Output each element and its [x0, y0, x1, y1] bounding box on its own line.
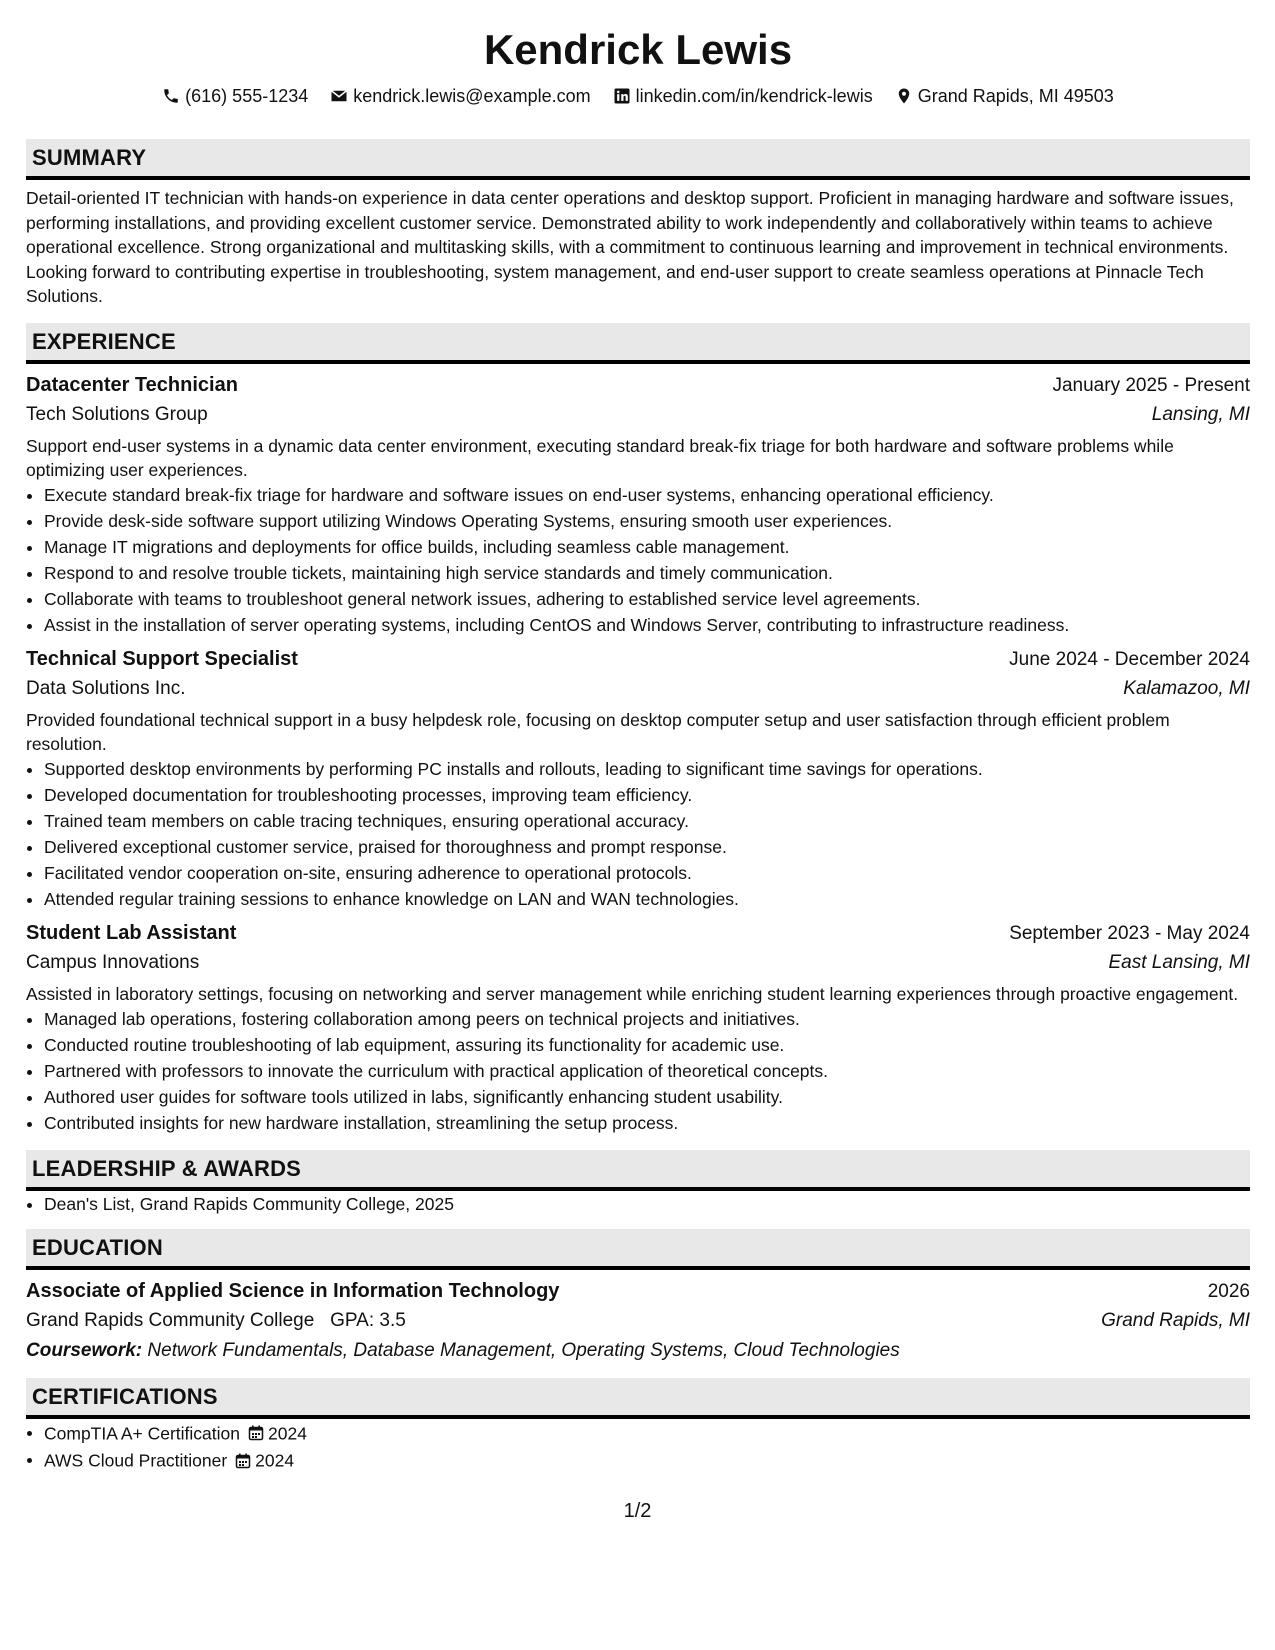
bullet-item: • Managed lab operations, fostering collaboration among peers on technical projects and initiatives.: [44, 1006, 1250, 1032]
map-pin-icon: [895, 87, 913, 105]
company-name: Tech Solutions Group: [26, 403, 208, 425]
job-title: Student Lab Assistant: [26, 921, 237, 944]
job-location: East Lansing, MI: [1108, 951, 1250, 973]
section-header-education: EDUCATION: [26, 1229, 1250, 1270]
job-title: Datacenter Technician: [26, 373, 238, 396]
job-location: Kalamazoo, MI: [1123, 677, 1250, 699]
certification-list: [26, 1419, 1250, 1474]
certification-name: CompTIA A+ Certification: [44, 1423, 240, 1444]
contact-linkedin: [613, 86, 873, 107]
bullet-item: • Supported desktop environments by performing PC installs and rollouts, leading to significant time savings for operations.: [44, 756, 1250, 782]
job-description: Provided foundational technical support in a busy helpdesk role, focusing on desktop computer setup and user satisfaction through efficient problem resolution.: [26, 709, 1170, 754]
email-text: kendrick.lewis@example.com: [353, 85, 591, 106]
job-description: Support end-user systems in a dynamic data center environment, executing standard break-fix triage for both hardware and software problems while optimizing user experiences.: [26, 435, 1174, 480]
phone-icon: [162, 87, 180, 105]
coursework-label: Coursework:: [26, 1339, 143, 1361]
section-header-experience: EXPERIENCE: [26, 323, 1250, 364]
job-bullets: [26, 756, 1250, 912]
bullet-item: • Assist in the installation of server operating systems, including CentOS and Windows Server, contributing to infrastructure readiness.: [44, 612, 1250, 638]
section-header-certifications: CERTIFICATIONS: [26, 1378, 1250, 1419]
gpa: GPA: 3.5: [330, 1309, 406, 1331]
bullet-item: • Delivered exceptional customer service, praised for thoroughness and prompt response.: [44, 834, 1250, 860]
contact-bar: [26, 82, 1250, 110]
bullet-item: • Attended regular training sessions to enhance knowledge on LAN and WAN technologies.: [44, 886, 1250, 912]
school-location: Grand Rapids, MI: [1101, 1309, 1250, 1331]
company-name: Campus Innovations: [26, 951, 200, 973]
certification-item: [44, 1419, 1250, 1446]
location-text: Grand Rapids, MI 49503: [917, 85, 1114, 106]
school-name: Grand Rapids Community College: [26, 1309, 315, 1331]
phone-text: (616) 555-1234: [185, 85, 309, 106]
summary-text: Detail-oriented IT technician with hands-on experience in data center operations and desktop support. Proficient in managing hardware and software issues, performing installations, and providing excellent customer service. Demonstrated ability to work independently and collaboratively within teams to achieve operational excellence. Strong organizational and multitasking skills, with a commitment to continuous learning and improvement in technical environments. Looking forward to contributing expertise in troubleshooting, system management, and end-user support to create seamless operations at Pinnacle Tech Solutions.: [26, 188, 1234, 307]
job-entry: [26, 918, 1250, 1136]
job-description: Assisted in laboratory settings, focusing on networking and server management while enriching student learning experiences through proactive engagement.: [26, 983, 1239, 1004]
contact-location: [895, 86, 1114, 107]
job-location: Lansing, MI: [1151, 403, 1250, 425]
school-line: [26, 1306, 406, 1336]
section-header-summary: SUMMARY: [26, 139, 1250, 180]
company-name: Data Solutions Inc.: [26, 677, 186, 699]
award-item: • Dean's List, Grand Rapids Community College, 2025: [44, 1191, 1250, 1217]
job-dates: September 2023 - May 2024: [1009, 922, 1250, 944]
bullet-item: • Execute standard break-fix triage for hardware and software issues on end-user systems, enhancing operational efficiency.: [44, 482, 1250, 508]
job-bullets: [26, 482, 1250, 638]
certification-item: [44, 1446, 1250, 1473]
coursework-list: Network Fundamentals, Database Management, Operating Systems, Cloud Technologies: [147, 1339, 900, 1361]
degree-title: Associate of Applied Science in Information Technology: [26, 1279, 560, 1302]
education-entry: [26, 1276, 1250, 1366]
bullet-item: • Trained team members on cable tracing techniques, ensuring operational accuracy.: [44, 808, 1250, 834]
certification-year: 2024: [268, 1423, 307, 1444]
calendar-icon: [235, 1453, 251, 1469]
job-bullets: [26, 1006, 1250, 1136]
job-dates: January 2025 - Present: [1052, 374, 1250, 396]
calendar-icon: [248, 1425, 264, 1441]
bullet-item: • Collaborate with teams to troubleshoot general network issues, adhering to established service level agreements.: [44, 586, 1250, 612]
job-entry: [26, 644, 1250, 912]
job-title: Technical Support Specialist: [26, 647, 298, 670]
contact-phone: [162, 86, 308, 107]
linkedin-icon: [613, 87, 631, 105]
resume-page: [26, 0, 1250, 1474]
linkedin-text: linkedin.com/in/kendrick-lewis: [635, 85, 873, 106]
envelope-icon: [330, 87, 348, 105]
bullet-item: • Manage IT migrations and deployments for office builds, including seamless cable management.: [44, 534, 1250, 560]
bullet-item: • Conducted routine troubleshooting of lab equipment, assuring its functionality for academic use.: [44, 1032, 1250, 1058]
page-number: 1/2: [623, 1500, 652, 1522]
bullet-item: • Authored user guides for software tools utilized in labs, significantly enhancing student usability.: [44, 1084, 1250, 1110]
bullet-item: • Contributed insights for new hardware installation, streamlining the setup process.: [44, 1110, 1250, 1136]
bullet-item: • Developed documentation for troubleshooting processes, improving team efficiency.: [44, 782, 1250, 808]
graduation-year: 2026: [1207, 1280, 1250, 1302]
bullet-item: • Facilitated vendor cooperation on-site, ensuring adherence to operational protocols.: [44, 860, 1250, 886]
coursework: [26, 1336, 1250, 1366]
bullet-item: • Provide desk-side software support utilizing Windows Operating Systems, ensuring smooth user experiences.: [44, 508, 1250, 534]
job-entry: [26, 370, 1250, 638]
section-header-leadership: LEADERSHIP & AWARDS: [26, 1150, 1250, 1191]
job-dates: June 2024 - December 2024: [1009, 648, 1250, 670]
leadership-list: [26, 1191, 1250, 1217]
contact-email: [330, 86, 590, 107]
candidate-name: Kendrick Lewis: [483, 26, 793, 73]
certification-year: 2024: [255, 1450, 295, 1471]
bullet-item: • Partnered with professors to innovate the curriculum with practical application of theoretical concepts.: [44, 1058, 1250, 1084]
certification-name: AWS Cloud Practitioner: [44, 1450, 228, 1471]
bullet-item: • Respond to and resolve trouble tickets, maintaining high service standards and timely communication.: [44, 560, 1250, 586]
